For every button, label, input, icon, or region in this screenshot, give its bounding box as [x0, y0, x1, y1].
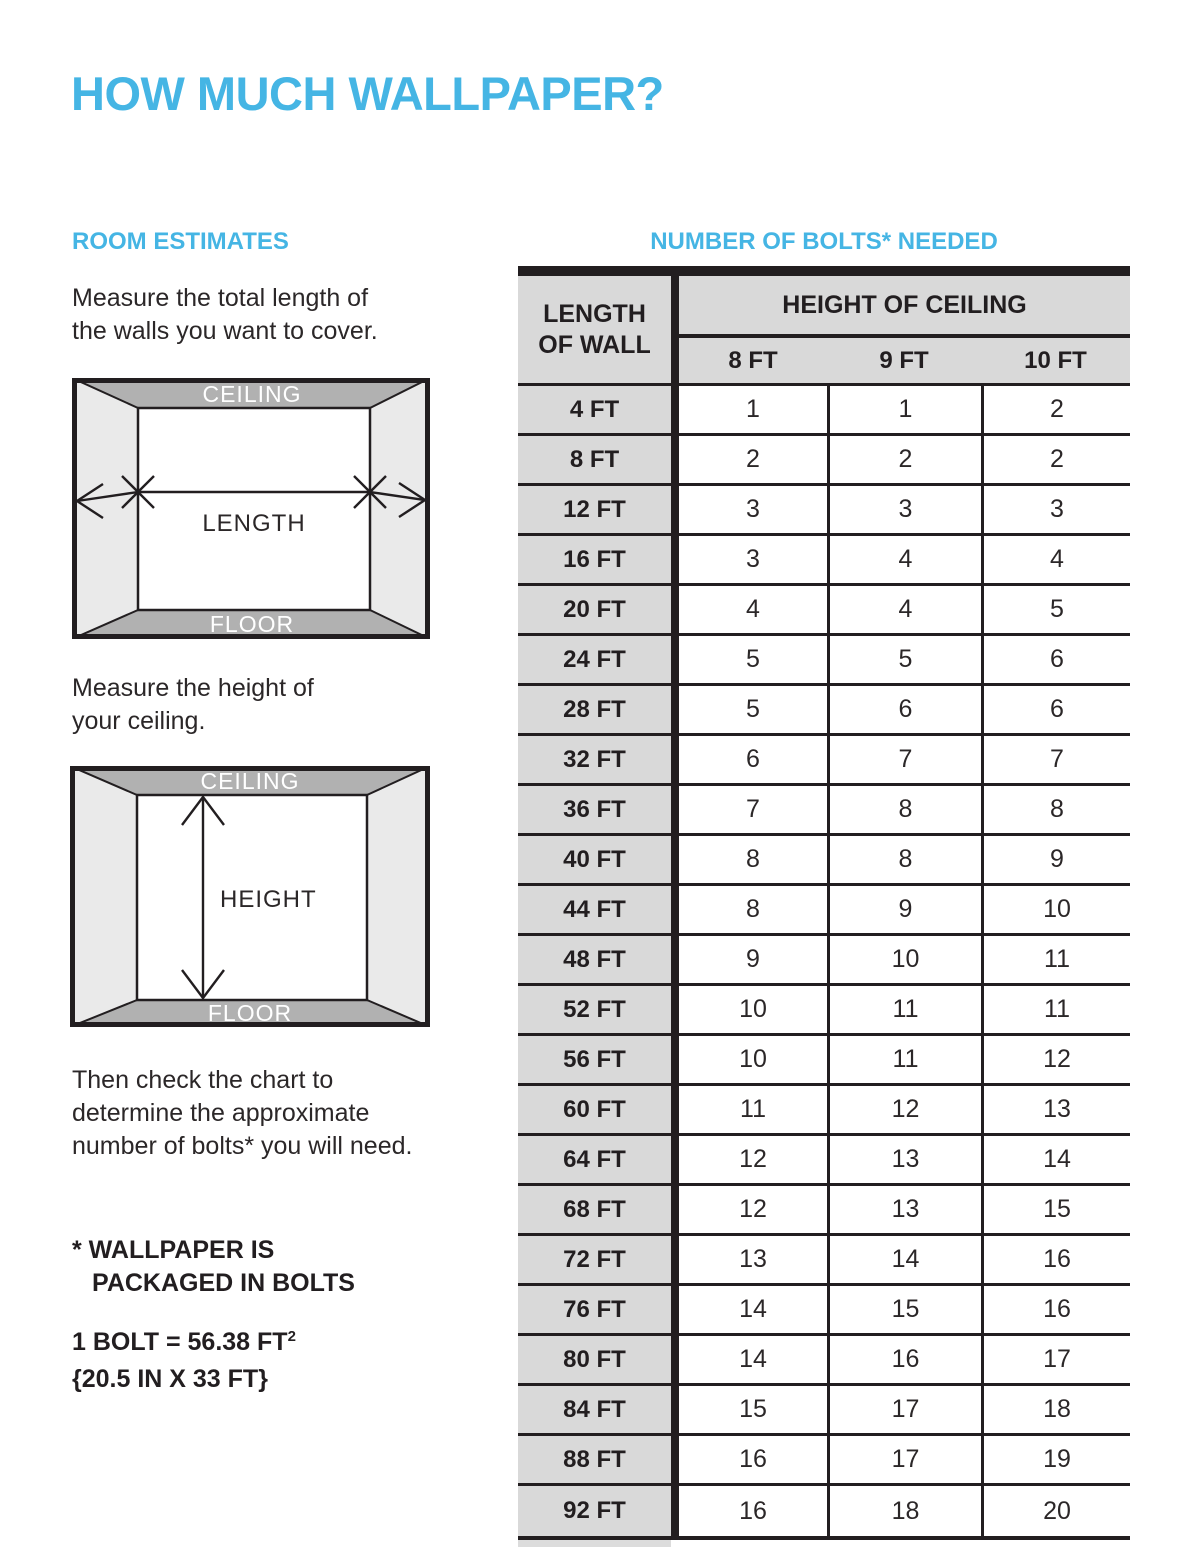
bolt-count-cell: 16: [679, 1436, 827, 1486]
table-row: [518, 1236, 1130, 1286]
height-label: HEIGHT: [220, 886, 317, 913]
table-row: [518, 1186, 1130, 1236]
bolt-count-cell: 7: [827, 736, 981, 786]
ceiling-label: CEILING: [202, 381, 302, 407]
wall-length-label: 68 FT: [518, 1186, 671, 1236]
wall-length-label: 92 FT: [518, 1486, 671, 1536]
table-body: [518, 386, 1130, 1536]
bolt-count-cell: 10: [679, 986, 827, 1036]
table-row: [518, 1036, 1130, 1086]
wall-length-label: 56 FT: [518, 1036, 671, 1086]
wall-length-label: 88 FT: [518, 1436, 671, 1486]
bolts-needed-heading: NUMBER OF BOLTS* NEEDED: [650, 228, 998, 255]
floor-label: FLOOR: [207, 1000, 293, 1026]
bolt-count-cell: 4: [981, 536, 1130, 586]
bolt-area-line: 1 BOLT = 56.38 $FT^2$: [72, 1328, 296, 1356]
bolt-count-cell: 4: [679, 586, 827, 636]
bolt-count-cell: 10: [981, 886, 1130, 936]
bolt-count-cell: 18: [827, 1486, 981, 1536]
bolt-count-cell: 16: [981, 1286, 1130, 1336]
measure-length-instruction: [72, 282, 378, 348]
wall-length-label: 28 FT: [518, 686, 671, 736]
table-row: [518, 1336, 1130, 1386]
table-row: [518, 536, 1130, 586]
bolt-dimensions-line: {20.5 IN X 33 FT}: [72, 1365, 268, 1393]
table-row: [518, 1386, 1130, 1436]
bolt-count-cell: 10: [679, 1036, 827, 1086]
table-row: [518, 936, 1130, 986]
bolt-count-cell: 13: [981, 1086, 1130, 1136]
table-row: [518, 1086, 1130, 1136]
page-title: HOW MUCH WALLPAPER?: [71, 67, 664, 120]
wall-length-label: 76 FT: [518, 1286, 671, 1336]
bolt-count-cell: 8: [827, 786, 981, 836]
bolt-count-cell: 8: [679, 886, 827, 936]
instruction-line: number of bolts* you will need.: [72, 1132, 413, 1160]
bolt-count-cell: 1: [827, 386, 981, 436]
bolt-count-cell: 13: [827, 1186, 981, 1236]
bolt-count-cell: 16: [679, 1486, 827, 1536]
wall-length-label: 32 FT: [518, 736, 671, 786]
room-length-diagram: [72, 378, 430, 639]
table-row: [518, 1436, 1130, 1486]
table-row: [518, 986, 1130, 1036]
bolt-count-cell: 15: [827, 1286, 981, 1336]
check-chart-instruction: [72, 1064, 412, 1163]
bolt-count-cell: 11: [827, 986, 981, 1036]
bolt-count-cell: 20: [981, 1486, 1130, 1536]
bolt-count-cell: 9: [827, 886, 981, 936]
wall-length-label: 8 FT: [518, 436, 671, 486]
bolt-count-cell: 4: [827, 536, 981, 586]
length-of-wall-header: LENGTH OF WALL: [518, 276, 671, 386]
instruction-line: your ceiling.: [72, 707, 206, 735]
floor-label: FLOOR: [209, 611, 295, 637]
bolt-count-cell: 15: [981, 1186, 1130, 1236]
instruction-line: Measure the height of: [72, 674, 314, 702]
bolt-count-cell: 14: [827, 1236, 981, 1286]
table-row: [518, 686, 1130, 736]
bolt-count-cell: 6: [827, 686, 981, 736]
left-wall-surface: [70, 766, 137, 1027]
column-header-8ft: 8 FT: [679, 338, 827, 386]
table-thick-divider: [671, 266, 679, 1540]
back-wall-surface: [138, 408, 370, 610]
table-row: [518, 1136, 1130, 1186]
measure-height-instruction: [72, 672, 314, 738]
bolt-count-cell: 19: [981, 1436, 1130, 1486]
table-row: [518, 1486, 1130, 1536]
bolts-footnote: [72, 1234, 355, 1300]
bolt-count-cell: 14: [679, 1336, 827, 1386]
bolt-count-cell: 10: [827, 936, 981, 986]
bolt-count-cell: 14: [981, 1136, 1130, 1186]
bolt-count-cell: 13: [679, 1236, 827, 1286]
bolt-count-cell: 8: [827, 836, 981, 886]
left-wall-surface: [72, 378, 138, 639]
bolt-count-cell: 2: [679, 436, 827, 486]
bolt-count-cell: 14: [679, 1286, 827, 1336]
bolt-count-cell: 6: [981, 636, 1130, 686]
bolt-count-cell: 3: [679, 486, 827, 536]
bolt-size-info: [72, 1318, 296, 1398]
bolt-count-cell: 17: [827, 1386, 981, 1436]
wall-length-label: 64 FT: [518, 1136, 671, 1186]
right-wall-surface: [367, 766, 430, 1027]
ceiling-label: CEILING: [200, 768, 300, 794]
table-row: [518, 786, 1130, 836]
bolt-count-cell: 18: [981, 1386, 1130, 1436]
bolt-count-cell: 1: [679, 386, 827, 436]
bolt-count-cell: 11: [679, 1086, 827, 1136]
wall-length-label: 12 FT: [518, 486, 671, 536]
table-row: [518, 736, 1130, 786]
bolt-count-cell: 5: [981, 586, 1130, 636]
table-row: [518, 886, 1130, 936]
bolt-count-cell: 6: [679, 736, 827, 786]
bolt-count-cell: 9: [679, 936, 827, 986]
wall-length-label: 36 FT: [518, 786, 671, 836]
bolt-count-cell: 12: [679, 1136, 827, 1186]
bolt-count-cell: 7: [981, 736, 1130, 786]
bolt-count-cell: 8: [981, 786, 1130, 836]
room-height-diagram: [70, 766, 430, 1027]
column-header-9ft: 9 FT: [827, 338, 981, 386]
bolt-count-cell: 12: [827, 1086, 981, 1136]
bolt-count-cell: 7: [679, 786, 827, 836]
bolt-count-cell: 6: [981, 686, 1130, 736]
table-row: [518, 586, 1130, 636]
bolt-count-cell: 12: [981, 1036, 1130, 1086]
length-label: LENGTH: [202, 510, 306, 537]
bolt-count-cell: 13: [827, 1136, 981, 1186]
instruction-line: Measure the total length of: [72, 284, 369, 312]
bolt-count-cell: 17: [827, 1436, 981, 1486]
bolt-count-cell: 12: [679, 1186, 827, 1236]
bolt-count-cell: 3: [827, 486, 981, 536]
bolt-count-cell: 16: [981, 1236, 1130, 1286]
bolt-count-cell: 17: [981, 1336, 1130, 1386]
footnote-line: * WALLPAPER IS: [72, 1236, 275, 1264]
wall-length-label: 44 FT: [518, 886, 671, 936]
bolt-count-cell: 5: [679, 636, 827, 686]
bolts-table: [518, 266, 1130, 1547]
right-wall-surface: [370, 378, 430, 639]
table-row: [518, 836, 1130, 886]
wall-length-label: 40 FT: [518, 836, 671, 886]
bolt-count-cell: 9: [981, 836, 1130, 886]
wall-length-label: 48 FT: [518, 936, 671, 986]
ceiling-height-column-headers: [679, 338, 1130, 386]
bolt-count-cell: 4: [827, 586, 981, 636]
footnote-line: PACKAGED IN BOLTS: [92, 1269, 355, 1297]
instruction-line: determine the approximate: [72, 1099, 370, 1127]
table-row: [518, 436, 1130, 486]
wall-length-label: 60 FT: [518, 1086, 671, 1136]
wall-length-label: 20 FT: [518, 586, 671, 636]
bolt-count-cell: 3: [679, 536, 827, 586]
bolt-count-cell: 2: [981, 386, 1130, 436]
table-top-border: [518, 266, 1130, 276]
wall-length-label: 52 FT: [518, 986, 671, 1036]
wall-length-label: 16 FT: [518, 536, 671, 586]
bolt-count-cell: 8: [679, 836, 827, 886]
wall-length-label: 4 FT: [518, 386, 671, 436]
table-row: [518, 636, 1130, 686]
wall-length-label: 80 FT: [518, 1336, 671, 1386]
bolt-count-cell: 5: [679, 686, 827, 736]
superscript: 2: [287, 1328, 296, 1345]
instruction-line: the walls you want to cover.: [72, 317, 378, 345]
table-row: [518, 1286, 1130, 1336]
room-estimates-heading: ROOM ESTIMATES: [72, 228, 289, 255]
table-shadow: [518, 1540, 671, 1547]
bolt-count-cell: 11: [981, 936, 1130, 986]
bolt-count-cell: 16: [827, 1336, 981, 1386]
wall-length-label: 24 FT: [518, 636, 671, 686]
height-of-ceiling-header: HEIGHT OF CEILING: [679, 276, 1130, 338]
bolt-count-cell: 5: [827, 636, 981, 686]
instruction-line: Then check the chart to: [72, 1066, 334, 1094]
wall-length-label: 84 FT: [518, 1386, 671, 1436]
bolt-count-cell: 11: [827, 1036, 981, 1086]
bolt-count-cell: 2: [827, 436, 981, 486]
bolt-count-cell: 3: [981, 486, 1130, 536]
table-row: [518, 486, 1130, 536]
table-row: [518, 386, 1130, 436]
wall-length-label: 72 FT: [518, 1236, 671, 1286]
column-header-10ft: 10 FT: [981, 338, 1130, 386]
bolt-count-cell: 2: [981, 436, 1130, 486]
bolt-count-cell: 11: [981, 986, 1130, 1036]
bolt-count-cell: 15: [679, 1386, 827, 1436]
